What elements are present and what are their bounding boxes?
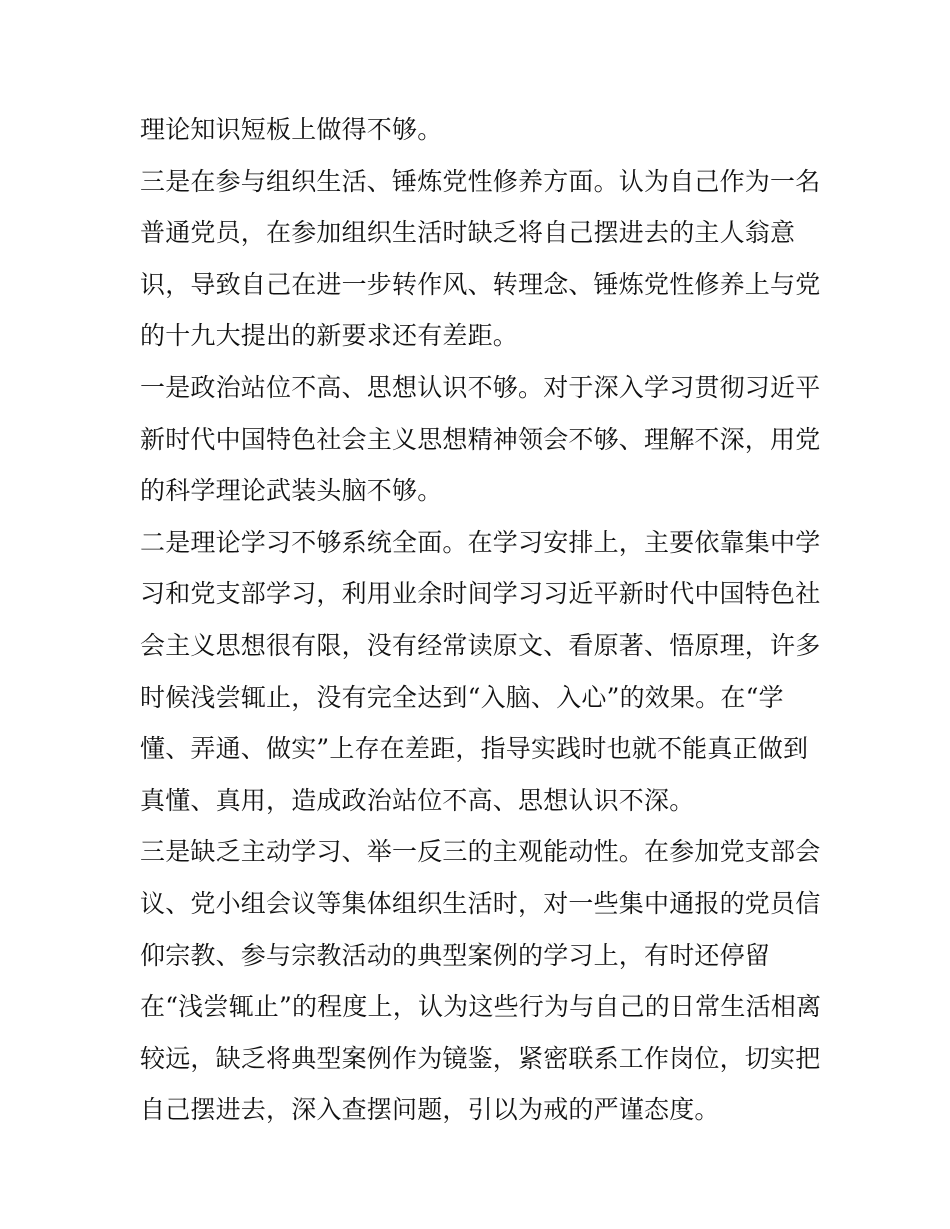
text-line: 普通党员，在参加组织生活时缺乏将自己摆进去的主人翁意 xyxy=(140,218,796,248)
text-line: 会主义思想很有限，没有经常读原文、看原著、悟原理，许多 xyxy=(140,630,821,660)
text-line: 自己摆进去，深入查摆问题，引以为戒的严谨态度。 xyxy=(140,1095,720,1125)
text-line: 三是缺乏主动学习、举一反三的主观能动性。在参加党支部会 xyxy=(140,837,821,867)
text-line: 时候浅尝辄止，没有完全达到“入脑、入心”的效果。在“学 xyxy=(140,682,784,712)
text-line: 议、党小组会议等集体组织生活时，对一些集中通报的党员信 xyxy=(140,888,821,918)
document-body xyxy=(140,104,830,1136)
text-line: 新时代中国特色社会主义思想精神领会不够、理解不深，用党 xyxy=(140,424,821,454)
text-line: 一是政治站位不高、思想认识不够。对于深入学习贯彻习近平 xyxy=(140,372,821,402)
text-line: 在“浅尝辄止”的程度上，认为这些行为与自己的日常生活相离 xyxy=(140,992,822,1022)
text-line: 理论知识短板上做得不够。 xyxy=(140,115,443,144)
text-line: 的科学理论武装头脑不够。 xyxy=(140,476,443,506)
text-line: 较远，缺乏将典型案例作为镜鉴，紧密联系工作岗位，切实把 xyxy=(140,1043,821,1073)
text-line: 习和党支部学习，利用业余时间学习习近平新时代中国特色社 xyxy=(140,579,821,609)
text-line: 仰宗教、参与宗教活动的典型案例的学习上，有时还停留 xyxy=(140,940,771,970)
text-line: 二是理论学习不够系统全面。在学习安排上，主要依靠集中学 xyxy=(140,527,821,557)
text-line: 的十九大提出的新要求还有差距。 xyxy=(140,321,519,351)
text-line: 识，导致自己在进一步转作风、转理念、锤炼党性修养上与党 xyxy=(140,269,821,299)
text-line: 懂、弄通、做实”上存在差距，指导实践时也就不能真正做到 xyxy=(140,734,809,764)
text-line: 真懂、真用，造成政治站位不高、思想认识不深。 xyxy=(140,785,695,815)
text-line: 三是在参与组织生活、锤炼党性修养方面。认为自己作为一名 xyxy=(140,166,821,196)
